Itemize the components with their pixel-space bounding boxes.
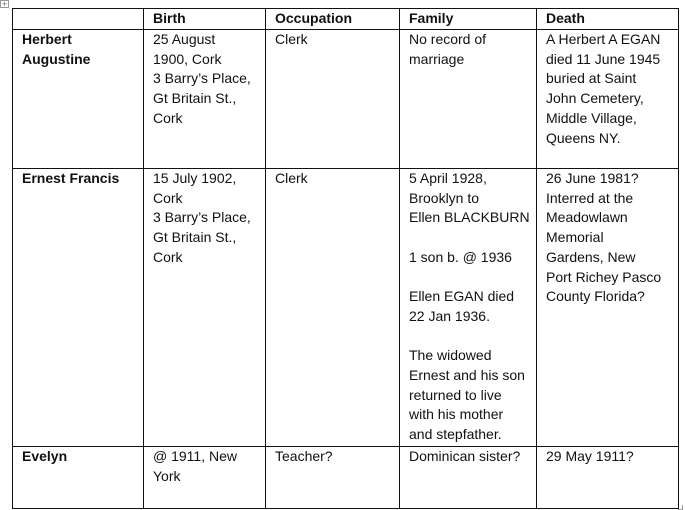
- cell-line: No record of: [409, 31, 487, 47]
- header-cell-occupation: Occupation: [266, 9, 400, 30]
- occupation-cell: [266, 30, 400, 169]
- cell-line: Cork: [153, 189, 183, 206]
- cell-line: 22 Jan 1936.: [409, 307, 490, 324]
- death-cell: [537, 30, 679, 169]
- header-cell-name: [13, 9, 144, 30]
- table-move-handle[interactable]: +: [1, 0, 8, 8]
- cell-line: buried at Saint: [546, 70, 637, 87]
- header-row: [13, 9, 679, 30]
- cell-line: A Herbert A EGAN: [546, 31, 661, 47]
- cell-line: Brooklyn to: [409, 189, 480, 206]
- cell-line: returned to live: [409, 386, 502, 403]
- header-cell-death: Death: [537, 9, 679, 30]
- cell-line: Augustine: [22, 50, 91, 67]
- cell-line: with his mother: [409, 406, 504, 423]
- cell-line: Clerk: [275, 31, 308, 47]
- cell-line: Middle Village,: [546, 109, 637, 126]
- family-cell: [400, 447, 537, 509]
- cell-line: Cork: [153, 109, 183, 126]
- family-cell: [400, 30, 537, 169]
- cell-line: Evelyn: [22, 448, 68, 464]
- cell-line: Herbert: [22, 31, 72, 47]
- cell-line: 3 Barry’s Place,: [153, 209, 251, 226]
- birth-cell: [144, 30, 266, 169]
- cell-line: Interred at the: [546, 189, 634, 206]
- cell-line: York: [153, 467, 181, 484]
- cell-line: [409, 327, 536, 347]
- cell-line: Teacher?: [275, 448, 333, 464]
- cell-line: marriage: [409, 50, 465, 67]
- table-row: [13, 30, 679, 169]
- cell-line: Port Richey Pasco: [546, 268, 662, 285]
- table-resize-handle[interactable]: [678, 505, 683, 510]
- death-cell: [537, 169, 679, 447]
- cell-line: Queens NY.: [546, 129, 621, 146]
- cell-line: Gardens, New: [546, 248, 636, 265]
- cell-line: Cork: [153, 248, 183, 265]
- cell-line: died 11 June 1945: [546, 50, 661, 67]
- cell-line: Ernest and his son: [409, 367, 525, 384]
- cell-line: The widowed: [409, 347, 492, 364]
- cell-line: 15 July 1902,: [153, 170, 237, 186]
- cell-line: Ernest Francis: [22, 170, 120, 186]
- cell-line: [409, 228, 536, 248]
- header-cell-family: Family: [400, 9, 537, 30]
- table-row: [13, 447, 679, 509]
- cell-line: 26 June 1981?: [546, 170, 639, 186]
- cell-line: 1900, Cork: [153, 50, 222, 67]
- cell-line: Clerk: [275, 170, 308, 186]
- cell-line: @ 1911, New: [153, 448, 237, 464]
- cell-line: County Florida?: [546, 288, 645, 305]
- cell-line: Dominican sister?: [409, 448, 521, 464]
- cell-line: 25 August: [153, 31, 216, 47]
- cell-line: Gt Britain St.,: [153, 90, 237, 107]
- header-cell-birth: Birth: [144, 9, 266, 30]
- family-cell: [400, 169, 537, 447]
- birth-cell: [144, 447, 266, 509]
- cell-line: John Cemetery,: [546, 90, 644, 107]
- cell-line: 5 April 1928,: [409, 170, 487, 186]
- cell-line: Memorial: [546, 229, 604, 246]
- cell-line: Gt Britain St.,: [153, 229, 237, 246]
- cell-line: Ellen BLACKBURN: [409, 209, 530, 226]
- occupation-cell: [266, 169, 400, 447]
- cell-line: and stepfather.: [409, 426, 502, 443]
- table-row: [13, 169, 679, 447]
- name-cell: [13, 169, 144, 447]
- cell-line: 1 son b. @ 1936: [409, 248, 512, 265]
- occupation-cell: [266, 447, 400, 509]
- name-cell: [13, 447, 144, 509]
- cell-line: 29 May 1911?: [546, 448, 634, 464]
- cell-line: 3 Barry’s Place,: [153, 70, 251, 87]
- cell-line: Meadowlawn: [546, 209, 628, 226]
- name-cell: [13, 30, 144, 169]
- birth-cell: [144, 169, 266, 447]
- cell-line: Ellen EGAN died: [409, 288, 515, 305]
- cell-line: [409, 268, 536, 288]
- death-cell: [537, 447, 679, 509]
- genealogy-table: [12, 8, 679, 509]
